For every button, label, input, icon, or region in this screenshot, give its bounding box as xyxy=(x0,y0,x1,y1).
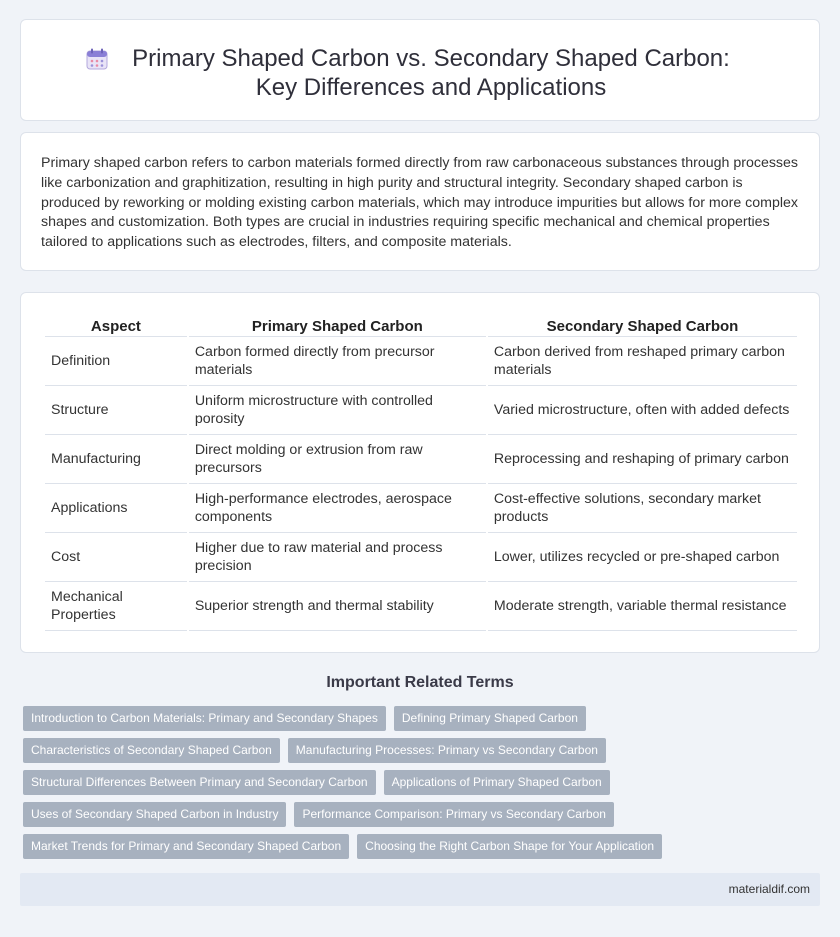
table-cell-aspect: Definition xyxy=(45,337,187,386)
table-row xyxy=(45,484,797,533)
related-term-tag[interactable]: Structural Differences Between Primary and Secondary Carbon xyxy=(23,770,376,795)
table-cell-aspect: Mechanical Properties xyxy=(45,582,187,631)
intro-card xyxy=(20,132,820,271)
table-cell-secondary: Carbon derived from reshaped primary carbon materials xyxy=(488,337,797,386)
table-cell-secondary: Lower, utilizes recycled or pre-shaped carbon xyxy=(488,533,797,582)
tag-row xyxy=(23,834,823,866)
comparison-table-card xyxy=(20,292,820,653)
related-term-tag[interactable]: Uses of Secondary Shaped Carbon in Industry xyxy=(23,802,286,827)
table-header-row xyxy=(45,315,797,337)
table-cell-secondary: Reprocessing and reshaping of primary carbon xyxy=(488,435,797,484)
related-term-tag[interactable]: Characteristics of Secondary Shaped Carbon xyxy=(23,738,280,763)
page-title: Primary Shaped Carbon vs. Secondary Shaped Carbon: Key Differences and Applications xyxy=(132,45,730,101)
title-card xyxy=(20,19,820,121)
table-row xyxy=(45,582,797,631)
related-term-tag[interactable]: Introduction to Carbon Materials: Primary and Secondary Shapes xyxy=(23,706,386,731)
tag-row xyxy=(23,738,823,770)
related-terms-list xyxy=(23,706,823,866)
table-cell-primary: High-performance electrodes, aerospace components xyxy=(189,484,486,533)
table-cell-primary: Direct molding or extrusion from raw precursors xyxy=(189,435,486,484)
column-header-secondary: Secondary Shaped Carbon xyxy=(488,315,797,337)
related-terms-heading: Important Related Terms xyxy=(326,674,514,691)
table-cell-primary: Superior strength and thermal stability xyxy=(189,582,486,631)
related-term-tag[interactable]: Applications of Primary Shaped Carbon xyxy=(384,770,610,795)
related-term-tag[interactable]: Choosing the Right Carbon Shape for Your Application xyxy=(357,834,662,859)
tag-row xyxy=(23,770,823,802)
related-term-tag[interactable]: Defining Primary Shaped Carbon xyxy=(394,706,586,731)
column-header-aspect: Aspect xyxy=(45,315,187,337)
table-cell-primary: Uniform microstructure with controlled porosity xyxy=(189,386,486,435)
calendar-icon xyxy=(85,47,109,71)
table-cell-primary: Carbon formed directly from precursor materials xyxy=(189,337,486,386)
table-row xyxy=(45,533,797,582)
footer-site-link[interactable]: materialdif.com xyxy=(728,882,810,896)
table-row xyxy=(45,337,797,386)
tag-row xyxy=(23,706,823,738)
column-header-primary: Primary Shaped Carbon xyxy=(189,315,486,337)
table-cell-secondary: Varied microstructure, often with added defects xyxy=(488,386,797,435)
table-cell-primary: Higher due to raw material and process precision xyxy=(189,533,486,582)
related-term-tag[interactable]: Performance Comparison: Primary vs Secondary Carbon xyxy=(294,802,613,827)
table-cell-aspect: Applications xyxy=(45,484,187,533)
footer-bar xyxy=(20,873,820,906)
related-term-tag[interactable]: Market Trends for Primary and Secondary Shaped Carbon xyxy=(23,834,349,859)
table-cell-aspect: Manufacturing xyxy=(45,435,187,484)
intro-paragraph: Primary shaped carbon refers to carbon materials formed directly from raw carbonaceous substances through processes like carbonization and graphitization, resulting in high purity and structural integrity. Secondary shaped carbon is produced by reworking or molding existing carbon materials, which may introduce impurities but allows for more complex shapes and customization. Both types are crucial in industries requiring specific mechanical and chemical properties tailored to applications such as electrodes, filters, and composite materials. xyxy=(41,155,799,251)
related-term-tag[interactable]: Manufacturing Processes: Primary vs Secondary Carbon xyxy=(288,738,606,763)
table-cell-aspect: Structure xyxy=(45,386,187,435)
tag-row xyxy=(23,802,823,834)
comparison-table xyxy=(43,315,799,631)
table-cell-secondary: Cost-effective solutions, secondary market products xyxy=(488,484,797,533)
table-row xyxy=(45,435,797,484)
table-cell-aspect: Cost xyxy=(45,533,187,582)
table-row xyxy=(45,386,797,435)
table-cell-secondary: Moderate strength, variable thermal resistance xyxy=(488,582,797,631)
